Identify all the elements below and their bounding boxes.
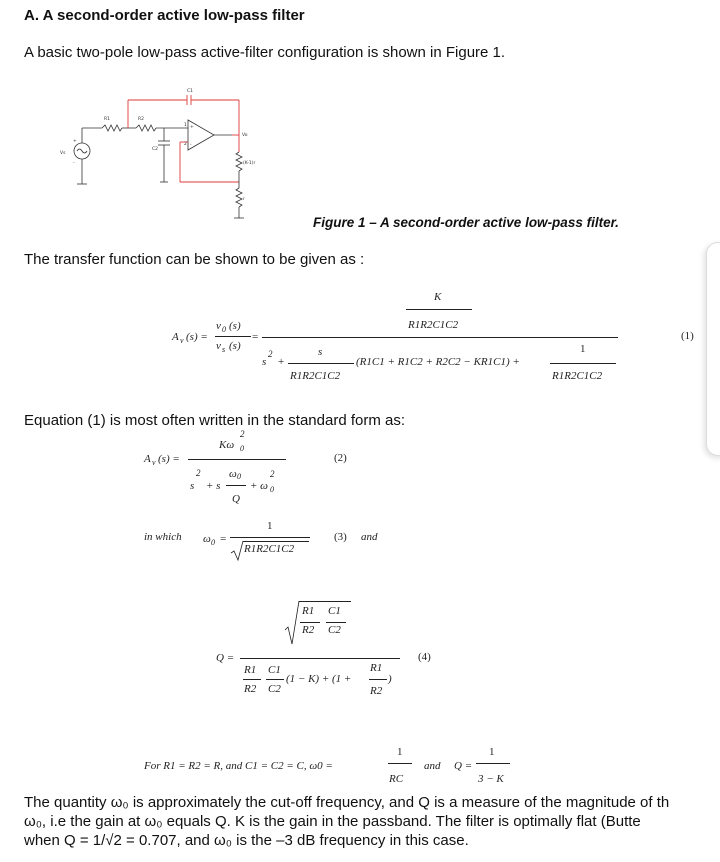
- closing-line-2: ω₀, i.e the gain at ω₀ equals Q. K is the gain in the passband. The filter is optimally flat (Butte: [24, 813, 641, 830]
- closing-line-3: when Q = 1/√2 = 0.707, and ω₀ is the –3 dB frequency in this case.: [24, 832, 469, 849]
- label-opamp-minus: -: [190, 143, 192, 148]
- label-vo: Vo: [242, 133, 248, 138]
- label-opamp-plus: +: [190, 125, 194, 130]
- label-c1: C1: [187, 89, 194, 94]
- label-minus: -: [73, 161, 75, 166]
- standard-form-text: Equation (1) is most often written in the standard form as:: [24, 412, 406, 429]
- label-pin2: 2: [184, 142, 187, 147]
- label-r2: R2: [138, 117, 144, 122]
- intro-text: A basic two-pole low-pass active-filter configuration is shown in Figure 1.: [24, 44, 506, 61]
- eq1-label: (1): [681, 330, 694, 342]
- figure-caption: Figure 1 – A second-order active low-pass filter.: [313, 215, 619, 230]
- label-r: r: [243, 197, 245, 202]
- eq2-label: (2): [334, 452, 347, 464]
- label-plus: +: [73, 139, 77, 144]
- eq4-label: (4): [418, 651, 431, 663]
- circuit-diagram: [56, 84, 276, 224]
- label-c2: C2: [152, 147, 159, 152]
- side-panel-card[interactable]: [706, 242, 720, 456]
- transfer-text: The transfer function can be shown to be given as :: [24, 251, 365, 268]
- closing-line-1: The quantity ω₀ is approximately the cut-off frequency, and Q is a measure of the magnitude of th: [24, 794, 670, 811]
- label-r1: R1: [104, 117, 110, 122]
- eq3-label: (3): [334, 531, 347, 543]
- section-heading: A. A second-order active low-pass filter: [24, 7, 305, 24]
- label-vs: Vs: [60, 151, 66, 156]
- label-pin1: 1: [184, 123, 187, 128]
- label-rk: (K-1)r: [243, 161, 256, 166]
